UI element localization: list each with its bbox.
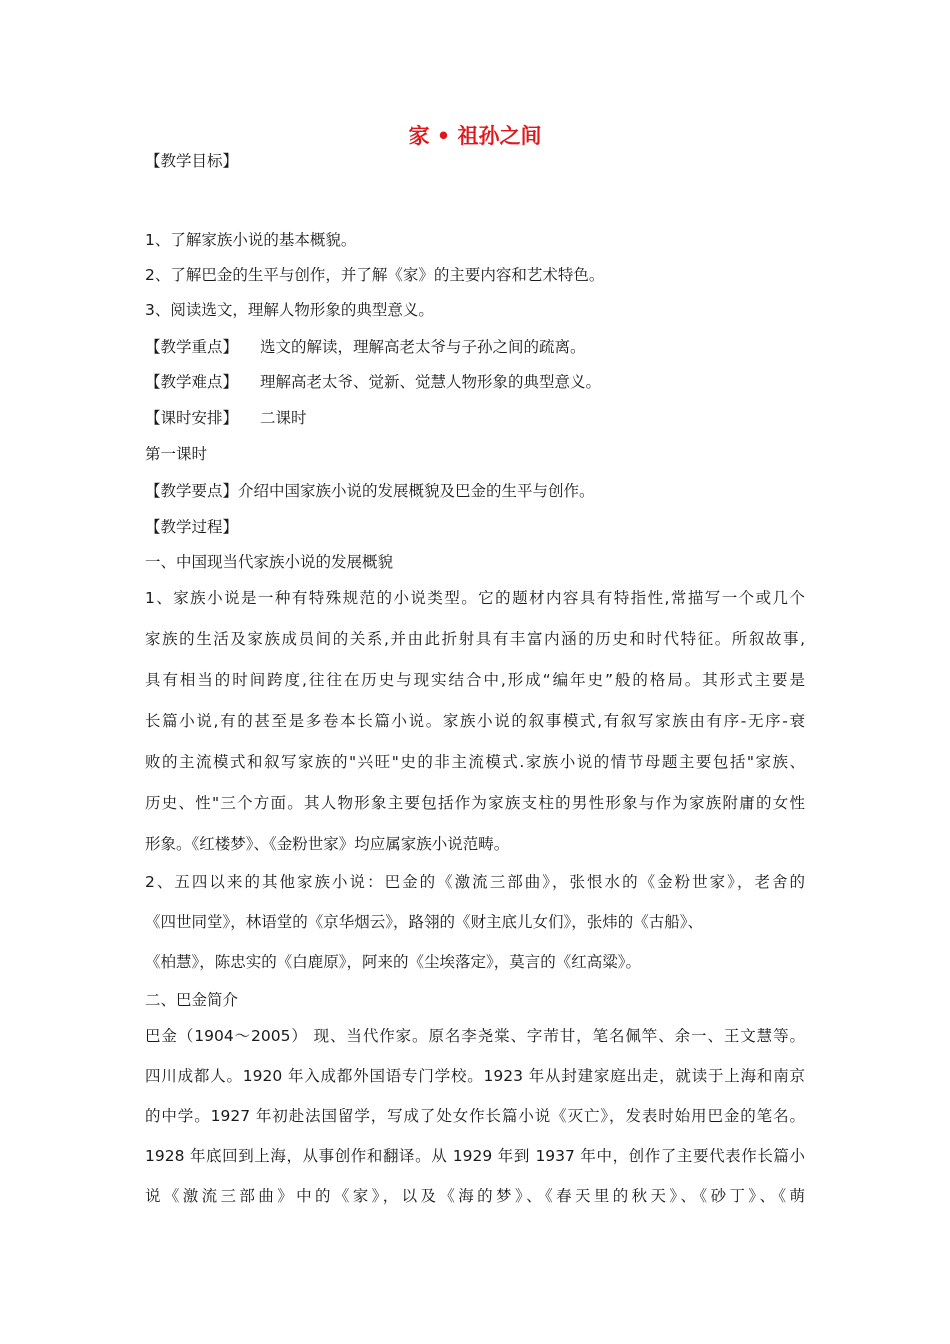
paragraph-line: 家族的生活及家族成员间的关系,并由此折射具有丰富内涵的历史和时代特征。所叙故事, — [145, 630, 805, 648]
difficulties-text: 理解高老太爷、觉新、觉慧人物形象的典型意义。 — [260, 373, 602, 391]
paragraph-line: 长篇小说,有的甚至是多卷本长篇小说。家族小说的叙事模式,有叙写家族由有序-无序-衰 — [145, 712, 805, 730]
process-heading: 【教学过程】 — [145, 518, 239, 536]
key-points-row — [145, 336, 586, 358]
paragraph-line: 四川成都人。1920 年入成都外国语专门学校。1923 年从封建家庭出走，就读于上海和南京 — [145, 1067, 805, 1085]
part2-heading: 二、巴金简介 — [145, 991, 239, 1009]
difficulties-label: 【教学难点】 — [145, 373, 239, 391]
paragraph-line: 1928 年底回到上海，从事创作和翻译。从 1929 年到 1937 年中，创作了主要代表作长篇小 — [145, 1147, 805, 1165]
schedule-label: 【课时安排】 — [145, 409, 239, 427]
paragraph-line: 败的主流模式和叙写家族的"兴旺"史的非主流模式.家族小说的情节母题主要包括"家族、 — [145, 753, 805, 771]
objective-item: 3、阅读选文，理解人物形象的典型意义。 — [145, 301, 434, 319]
key-points-label: 【教学重点】 — [145, 338, 239, 356]
objective-item: 2、了解巴金的生平与创作，并了解《家》的主要内容和艺术特色。 — [145, 266, 605, 284]
paragraph-line: 1、家族小说是一种有特殊规范的小说类型。它的题材内容具有特指性,常描写一个或几个 — [145, 589, 805, 607]
paragraph-line: 说《激流三部曲》中的《家》，以及《海的梦》、《春天里的秋天》、《砂丁》、《萌 — [145, 1187, 805, 1205]
paragraph-line: 2、五四以来的其他家族小说：巴金的《激流三部曲》，张恨水的《金粉世家》，老舍的 — [145, 873, 805, 891]
document-title: 家 • 祖孙之间 — [408, 124, 542, 148]
paragraph-line: 《柏慧》，陈忠实的《白鹿原》，阿来的《尘埃落定》，莫言的《红高粱》。 — [145, 953, 642, 971]
objective-item: 1、了解家族小说的基本概貌。 — [145, 231, 357, 249]
schedule-row — [145, 407, 307, 429]
paragraph-line: 的中学。1927 年初赴法国留学，写成了处女作长篇小说《灭亡》，发表时始用巴金的笔名。 — [145, 1107, 805, 1125]
schedule-text: 二课时 — [260, 409, 307, 427]
part1-heading: 一、中国现当代家族小说的发展概貌 — [145, 553, 394, 571]
objectives-heading: 【教学目标】 — [145, 152, 239, 170]
essentials-line: 【教学要点】介绍中国家族小说的发展概貌及巴金的生平与创作。 — [145, 482, 595, 500]
key-points-text: 选文的解读，理解高老太爷与子孙之间的疏离。 — [260, 338, 586, 356]
difficulties-row — [145, 371, 601, 393]
first-lesson-heading: 第一课时 — [145, 445, 208, 463]
paragraph-line: 形象。《红楼梦》、《金粉世家》均应属家族小说范畴。 — [145, 835, 510, 853]
paragraph-line: 巴金（1904～2005） 现、当代作家。原名李尧棠、字芾甘，笔名佩竿、余一、王文慧等。 — [145, 1027, 805, 1045]
paragraph-line: 《四世同堂》，林语堂的《京华烟云》，路翎的《财主底儿女们》，张炜的《古船》、 — [145, 913, 704, 931]
paragraph-line: 具有相当的时间跨度,往往在历史与现实结合中,形成“编年史”般的格局。其形式主要是 — [145, 671, 805, 689]
paragraph-line: 历史、性"三个方面。其人物形象主要包括作为家族支柱的男性形象与作为家族附庸的女性 — [145, 794, 805, 812]
